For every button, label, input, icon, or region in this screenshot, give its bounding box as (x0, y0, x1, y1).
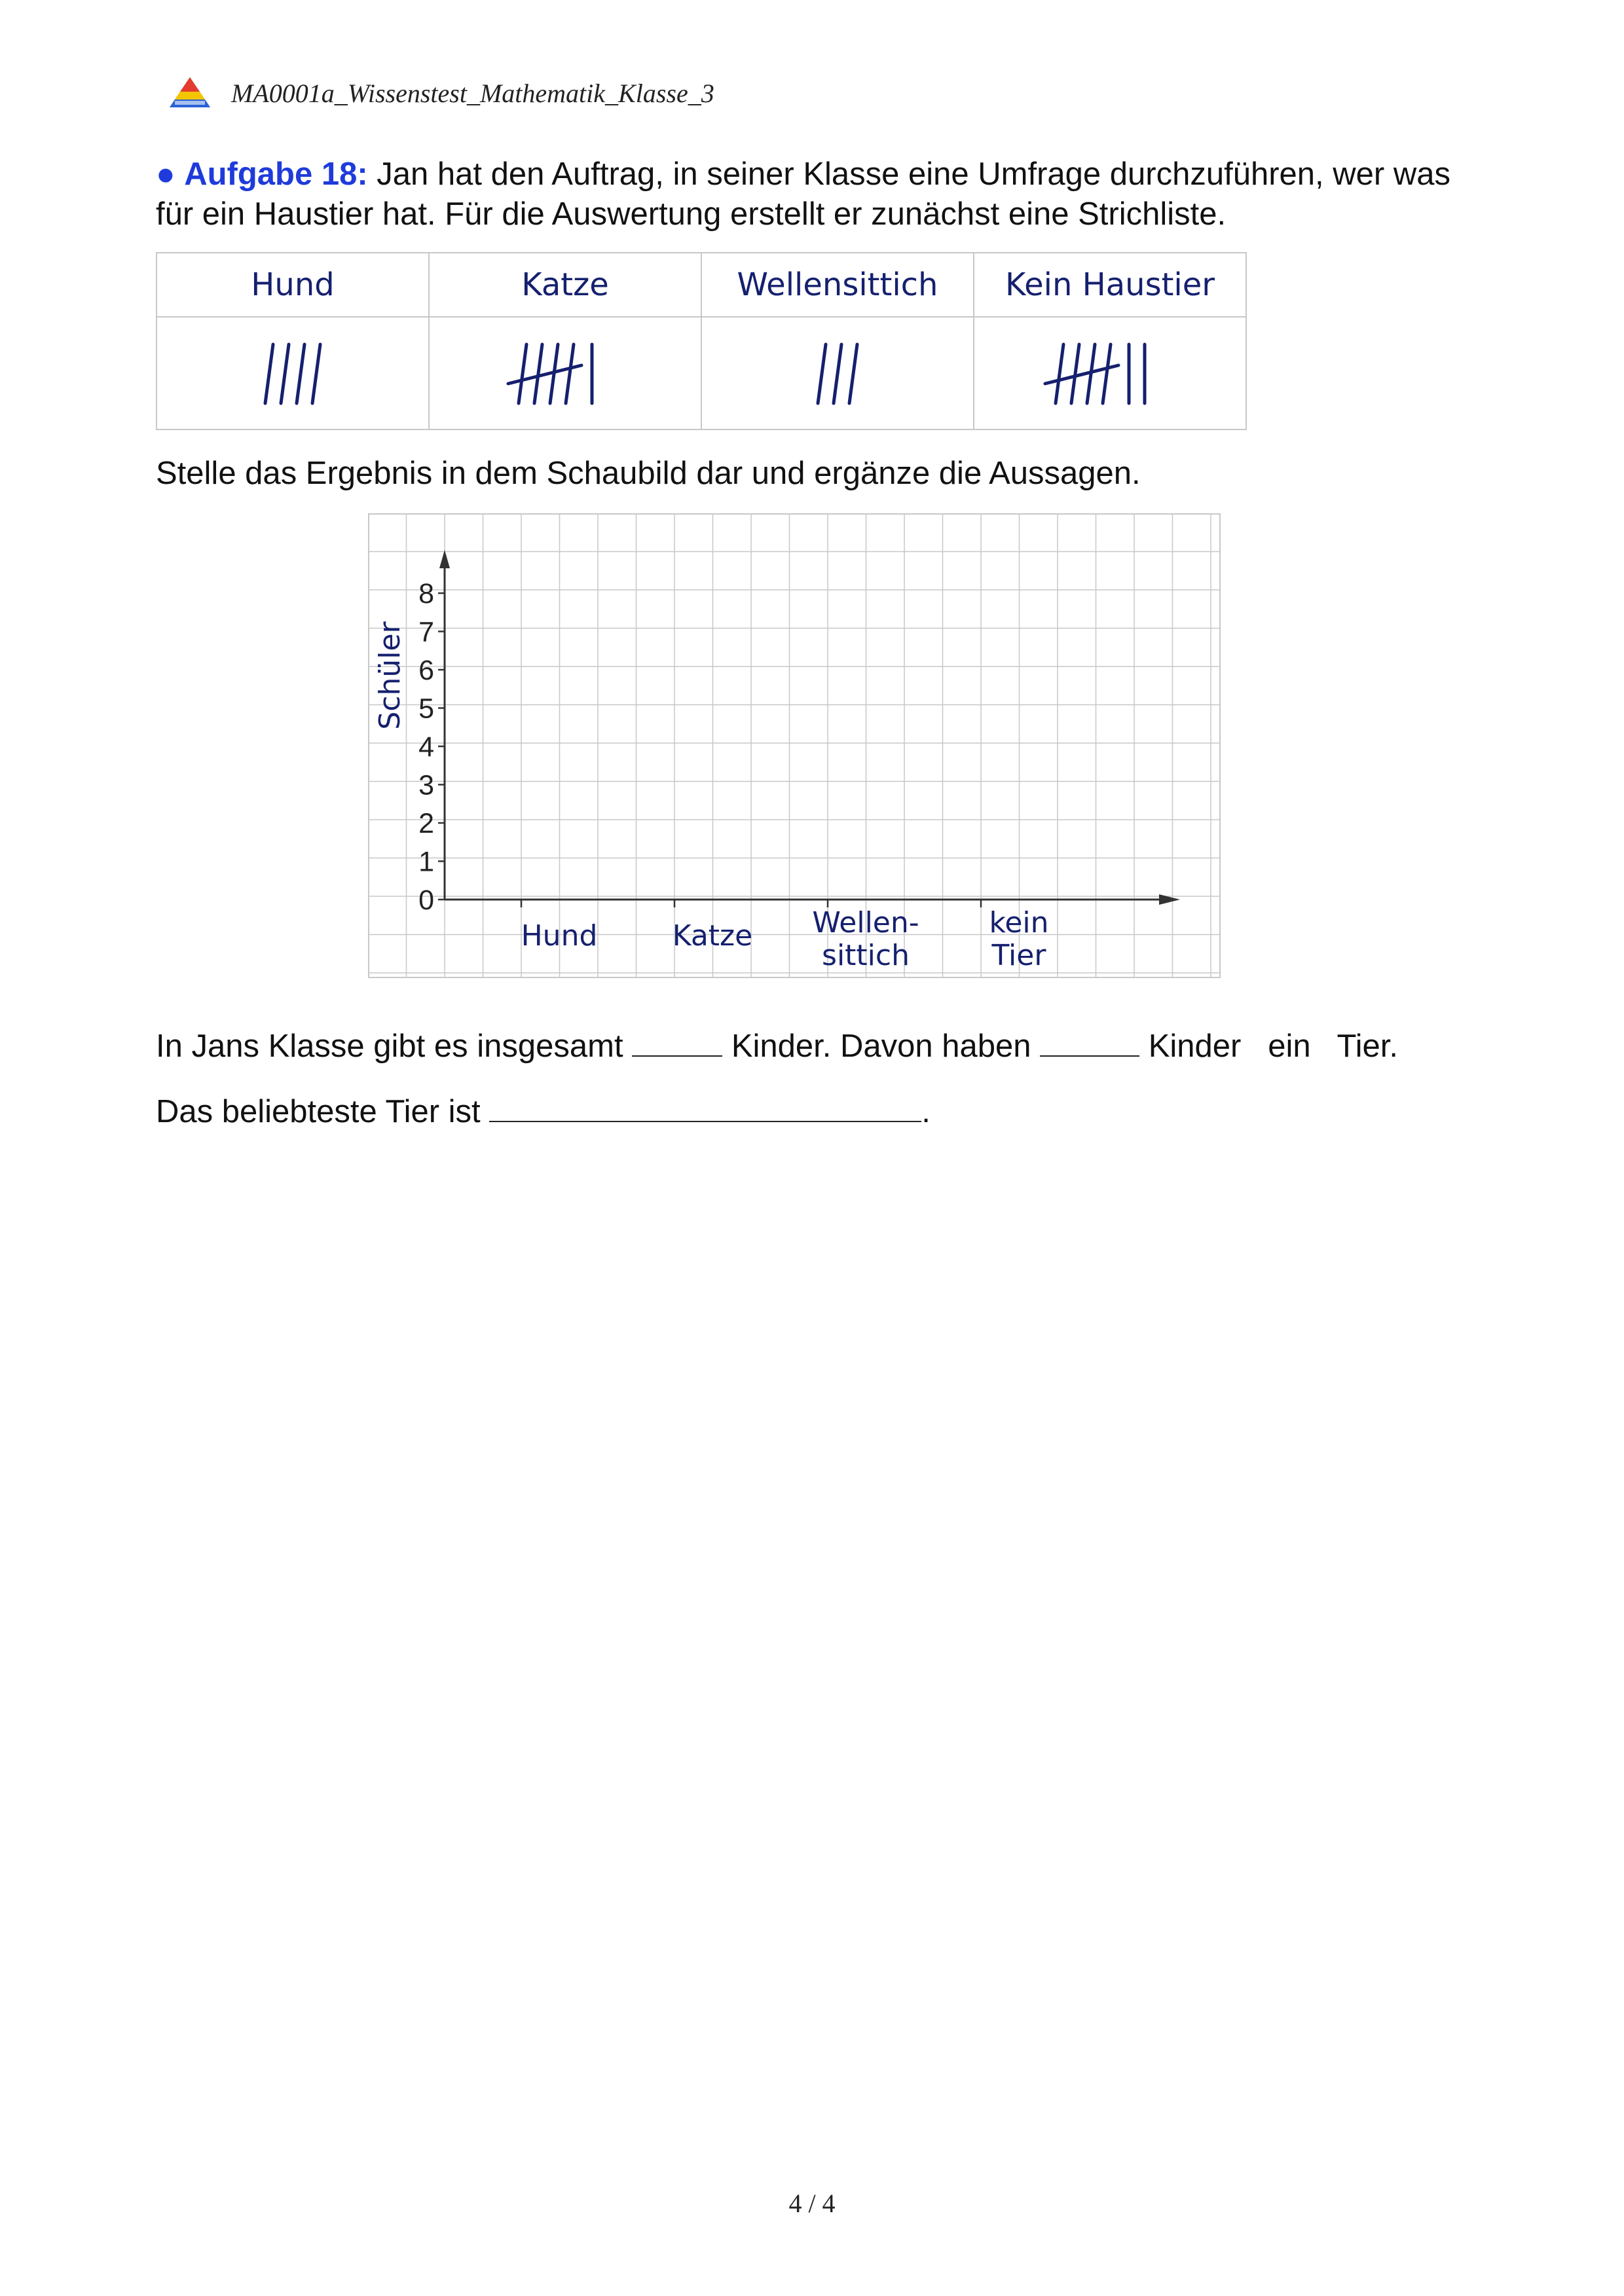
tally-stroke (312, 344, 320, 403)
y-axis-arrow (439, 550, 450, 568)
x-category-label: Katze (672, 919, 753, 953)
x-category-label: Wellen- (812, 906, 919, 939)
task-paragraph (156, 155, 1466, 234)
statement-text: . (921, 1094, 931, 1129)
statement-text: Kinder ein Tier. (1139, 1029, 1399, 1064)
y-axis-label: Schüler (373, 621, 407, 730)
tally-stroke (849, 344, 857, 403)
tally-marks (194, 326, 391, 418)
bar-chart-grid[interactable] (368, 513, 1221, 978)
statement-text: In Jans Klasse gibt es insgesamt (156, 1029, 633, 1064)
document-title: MA0001a_Wissenstest_Mathematik_Klasse_3 (231, 78, 714, 108)
y-tick-label: 5 (418, 693, 434, 725)
document-header (167, 73, 714, 113)
y-tick-label: 4 (418, 731, 434, 763)
y-tick-label: 1 (418, 846, 434, 878)
tally-header-cell: Kein Haustier (974, 253, 1246, 317)
page-number: 4 / 4 (788, 2189, 836, 2218)
tally-header-row (157, 253, 1246, 317)
tally-header-cell: Hund (157, 253, 429, 317)
statement-text: Das beliebteste Tier ist (156, 1094, 490, 1129)
tally-marks-cell (974, 317, 1246, 429)
grid-border (369, 514, 1220, 977)
tally-marks (739, 326, 936, 418)
tally-stroke (566, 344, 574, 403)
tally-marks-row (157, 317, 1246, 429)
bullet: ● (156, 156, 175, 192)
y-tick-label: 0 (418, 884, 434, 916)
answer-blank-with-pet[interactable] (1040, 1029, 1139, 1057)
tally-stroke (281, 344, 289, 403)
tally-marks (467, 326, 663, 418)
tally-marks-cell (701, 317, 974, 429)
tally-stroke (297, 344, 304, 403)
tally-stroke (1056, 344, 1063, 403)
tally-marks (1012, 326, 1208, 418)
tally-stroke (265, 344, 273, 403)
tally-stroke (818, 344, 826, 403)
pyramid-logo-icon (167, 76, 213, 110)
task-label: Aufgabe 18: (184, 156, 368, 192)
tally-header-cell: Katze (429, 253, 701, 317)
task-text: Jan hat den Auftrag, in seiner Klasse eine Umfrage durchzuführen, wer was für ein Haustier hat. Für die Auswertung erstellt er zunächst eine Strichliste. (156, 156, 1450, 232)
tally-stroke (519, 344, 526, 403)
tally-marks-cell (157, 317, 429, 429)
x-category-label: Tier (991, 939, 1046, 972)
answer-blank-favorite[interactable] (489, 1095, 921, 1122)
y-tick-label: 8 (418, 578, 434, 610)
tally-marks-cell (429, 317, 701, 429)
x-category-label: sittich (822, 939, 910, 972)
x-category-label: Hund (521, 919, 598, 953)
statement-text: Kinder. Davon haben (722, 1029, 1041, 1064)
tally-stroke (834, 344, 841, 403)
tally-table (156, 252, 1247, 430)
y-tick-label: 7 (418, 616, 434, 648)
y-tick-label: 6 (418, 655, 434, 686)
tally-stroke (1103, 344, 1111, 403)
y-tick-label: 2 (418, 808, 434, 839)
answer-blank-total[interactable] (632, 1029, 722, 1057)
statement-favorite (156, 1093, 931, 1130)
instruction-text: Stelle das Ergebnis in dem Schaubild dar und ergänze die Aussagen. (156, 456, 1141, 491)
tally-header-cell: Wellensittich (701, 253, 974, 317)
statement-total (156, 1028, 1398, 1065)
y-tick-label: 3 (418, 769, 434, 801)
x-category-label: kein (989, 906, 1049, 939)
